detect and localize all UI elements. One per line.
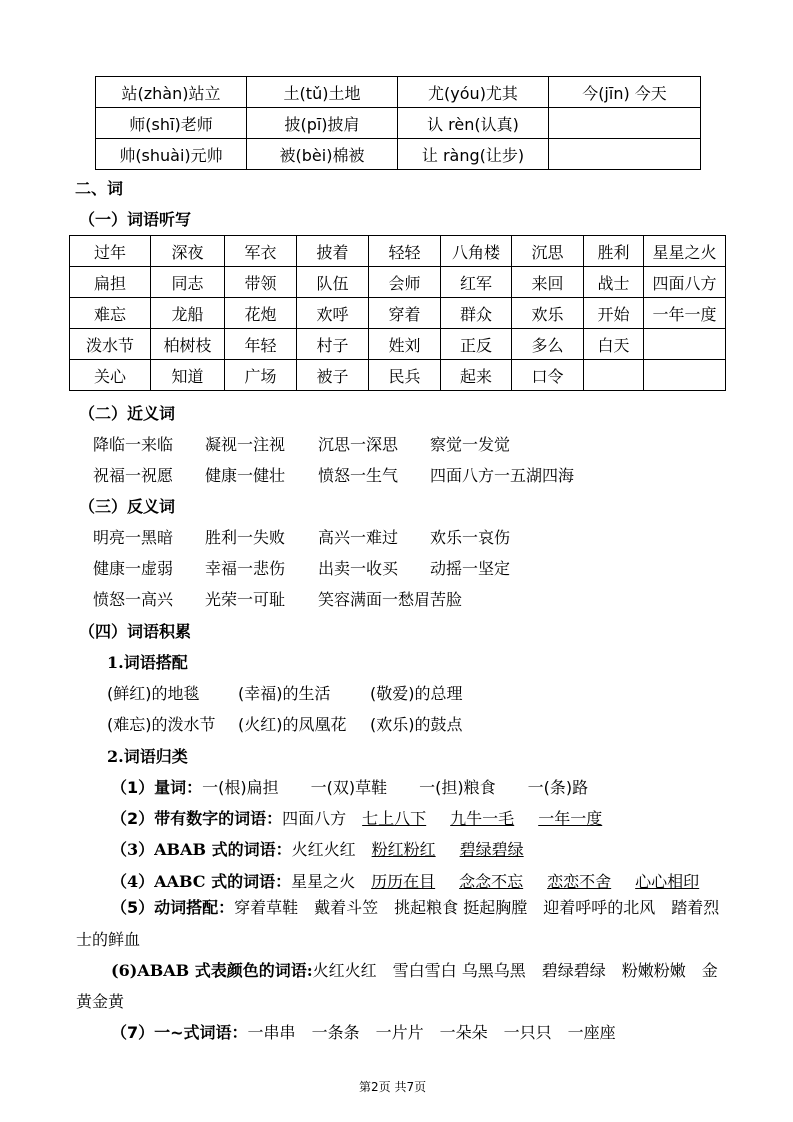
classify-label: （4）AABC 式的词语： <box>111 872 292 891</box>
antonym-pair: 笑容满面一愁眉苦脸 <box>318 590 463 609</box>
table-cell: 口令 <box>512 360 584 391</box>
table-cell <box>644 360 726 391</box>
table-row <box>70 236 726 267</box>
classify-item: 一只只 <box>503 1023 552 1042</box>
classify-item: 念念不忘 <box>459 872 524 891</box>
classify-text: 穿着草鞋 戴着斗笠 挑起粮食 挺起胸膛 迎着呼呼的北风 踏着烈 <box>234 898 720 917</box>
classify-item: 七上八下 <box>362 809 427 828</box>
table-cell: 正反 <box>441 329 512 360</box>
classify-text: 火红火红 雪白雪白 乌黑乌黑 碧绿碧绿 粉嫩粉嫩 金 <box>312 961 718 980</box>
table-cell: 认 rèn(认真) <box>398 108 549 139</box>
classify-item: 一座座 <box>567 1023 616 1042</box>
table-cell <box>549 108 701 139</box>
table-row <box>70 360 726 391</box>
table-cell: 帅(shuài)元帅 <box>96 139 247 170</box>
table-cell: 过年 <box>70 236 151 267</box>
table-cell: 难忘 <box>70 298 151 329</box>
antonym-pair: 健康一虚弱 <box>93 559 174 578</box>
table-cell <box>549 139 701 170</box>
table-cell: 战士 <box>584 267 644 298</box>
classify-measure-words <box>111 775 588 798</box>
table-row <box>96 139 701 170</box>
word-match-item: (幸福)的生活 <box>238 684 331 703</box>
table-cell: 师(shī)老师 <box>96 108 247 139</box>
classify-item: 一(根)扁担 <box>202 778 279 797</box>
table-cell: 星星之火 <box>644 236 726 267</box>
table-cell: 花炮 <box>225 298 297 329</box>
table-row <box>96 108 701 139</box>
table-cell: 八角楼 <box>441 236 512 267</box>
classify-label: (6)ABAB 式表颜色的词语: <box>111 961 313 980</box>
table-cell: 广场 <box>225 360 297 391</box>
classify-item: 火红火红 <box>291 840 356 859</box>
classify-verb-match-cont: 士的鲜血 <box>76 930 141 949</box>
synonym-pair: 凝视一注视 <box>205 435 286 454</box>
table-cell: 扁担 <box>70 267 151 298</box>
classify-item: 九牛一毛 <box>450 809 515 828</box>
classify-item: 一串串 <box>247 1023 296 1042</box>
table-cell: 多么 <box>512 329 584 360</box>
table-cell: 披着 <box>297 236 369 267</box>
table-cell: 四面八方 <box>644 267 726 298</box>
word-match-item: (敬爱)的总理 <box>370 684 463 703</box>
table-cell: 胜利 <box>584 236 644 267</box>
antonym-pair: 高兴一难过 <box>318 528 399 547</box>
table-cell: 军衣 <box>225 236 297 267</box>
table-cell: 龙船 <box>151 298 225 329</box>
classify-label: （3）ABAB 式的词语： <box>111 840 292 859</box>
classify-item: 一条条 <box>311 1023 360 1042</box>
table-row <box>70 267 726 298</box>
table-cell: 知道 <box>151 360 225 391</box>
table-cell: 欢乐 <box>512 298 584 329</box>
table-cell: 土(tǔ)土地 <box>247 77 398 108</box>
classify-color-words-cont: 黄金黄 <box>76 992 125 1011</box>
classify-item: 粉红粉红 <box>371 840 436 859</box>
antonym-pair: 动摇一坚定 <box>430 559 511 578</box>
sub-title-accumulation: （四）词语积累 <box>79 622 192 641</box>
table-cell: 被子 <box>297 360 369 391</box>
classify-item: 恋恋不舍 <box>547 872 612 891</box>
table-cell: 会师 <box>369 267 441 298</box>
synonym-pair: 愤怒一生气 <box>318 466 399 485</box>
antonym-pair: 光荣一可耻 <box>205 590 286 609</box>
classify-item: 星星之火 <box>291 872 356 891</box>
classify-color-words <box>111 958 718 981</box>
synonym-pair: 健康一健壮 <box>205 466 286 485</box>
table-row <box>96 77 701 108</box>
table-cell: 泼水节 <box>70 329 151 360</box>
classify-item: 一片片 <box>375 1023 424 1042</box>
table-cell: 队伍 <box>297 267 369 298</box>
table-cell: 起来 <box>441 360 512 391</box>
table-cell: 年轻 <box>225 329 297 360</box>
pinyin-table <box>95 76 701 170</box>
table-cell: 穿着 <box>369 298 441 329</box>
table-cell: 民兵 <box>369 360 441 391</box>
table-row <box>70 298 726 329</box>
table-cell: 尤(yóu)尤其 <box>398 77 549 108</box>
classify-label: （5）动词搭配： <box>111 898 235 917</box>
classify-item: 四面八方 <box>282 809 347 828</box>
table-cell: 白天 <box>584 329 644 360</box>
antonym-pair: 出卖一收买 <box>318 559 399 578</box>
classify-item: 一(担)粮食 <box>419 778 496 797</box>
table-cell <box>584 360 644 391</box>
synonym-pair: 察觉一发觉 <box>430 435 511 454</box>
table-cell: 被(bèi)棉被 <box>247 139 398 170</box>
table-cell: 欢呼 <box>297 298 369 329</box>
antonym-pair: 愤怒一高兴 <box>93 590 174 609</box>
word-match-item: (火红)的凤凰花 <box>238 715 347 734</box>
antonym-pair: 明亮一黑暗 <box>93 528 174 547</box>
sub-title-antonyms: （三）反义词 <box>79 497 176 516</box>
synonym-pair: 降临一来临 <box>93 435 174 454</box>
classify-item: 心心相印 <box>635 872 700 891</box>
sub-title-dictation: （一）词语听写 <box>79 210 192 229</box>
classify-item: 一(双)草鞋 <box>310 778 388 797</box>
classify-item: 一年一度 <box>538 809 603 828</box>
word-classify-title: 2.词语归类 <box>107 747 188 766</box>
table-cell: 沉思 <box>512 236 584 267</box>
classify-item: 一朵朵 <box>439 1023 488 1042</box>
synonym-pair: 沉思一深思 <box>318 435 399 454</box>
word-match-title: 1.词语搭配 <box>107 653 188 672</box>
table-cell: 群众 <box>441 298 512 329</box>
table-cell: 披(pī)披肩 <box>247 108 398 139</box>
classify-number-words <box>111 806 602 829</box>
table-cell: 来回 <box>512 267 584 298</box>
table-cell: 今(jīn) 今天 <box>549 77 701 108</box>
page-footer: 第2页 共7页 <box>359 1080 427 1094</box>
word-match-item: (欢乐)的鼓点 <box>370 715 463 734</box>
table-row <box>70 329 726 360</box>
classify-item: 一(条)路 <box>527 778 589 797</box>
classify-label: （1）量词： <box>111 778 203 797</box>
classify-abab-words <box>111 837 524 860</box>
table-cell: 带领 <box>225 267 297 298</box>
table-cell: 红军 <box>441 267 512 298</box>
table-cell: 轻轻 <box>369 236 441 267</box>
table-cell: 关心 <box>70 360 151 391</box>
table-cell: 村子 <box>297 329 369 360</box>
classify-verb-match <box>111 895 719 918</box>
antonym-pair: 胜利一失败 <box>205 528 286 547</box>
table-cell <box>644 329 726 360</box>
section-title-words: 二、词 <box>75 179 124 198</box>
classify-item: 碧绿碧绿 <box>459 840 524 859</box>
table-cell: 站(zhàn)站立 <box>96 77 247 108</box>
antonym-pair: 欢乐一哀伤 <box>430 528 511 547</box>
table-cell: 让 ràng(让步) <box>398 139 549 170</box>
table-cell: 同志 <box>151 267 225 298</box>
table-cell: 开始 <box>584 298 644 329</box>
synonym-pair: 祝福一祝愿 <box>93 466 174 485</box>
classify-aabc-words <box>111 869 699 892</box>
word-match-item: (鲜红)的地毯 <box>107 684 200 703</box>
sub-title-synonyms: （二）近义词 <box>79 404 176 423</box>
classify-item: 历历在目 <box>371 872 436 891</box>
antonym-pair: 幸福一悲伤 <box>205 559 286 578</box>
table-cell: 姓刘 <box>369 329 441 360</box>
synonym-pair: 四面八方一五湖四海 <box>430 466 575 485</box>
word-dictation-table <box>69 235 726 391</box>
table-cell: 一年一度 <box>644 298 726 329</box>
table-cell: 柏树枝 <box>151 329 225 360</box>
classify-label: （7）一~式词语： <box>111 1023 248 1042</box>
classify-label: （2）带有数字的词语： <box>111 809 283 828</box>
word-match-item: (难忘)的泼水节 <box>107 715 216 734</box>
table-cell: 深夜 <box>151 236 225 267</box>
classify-yi-words <box>111 1020 616 1043</box>
